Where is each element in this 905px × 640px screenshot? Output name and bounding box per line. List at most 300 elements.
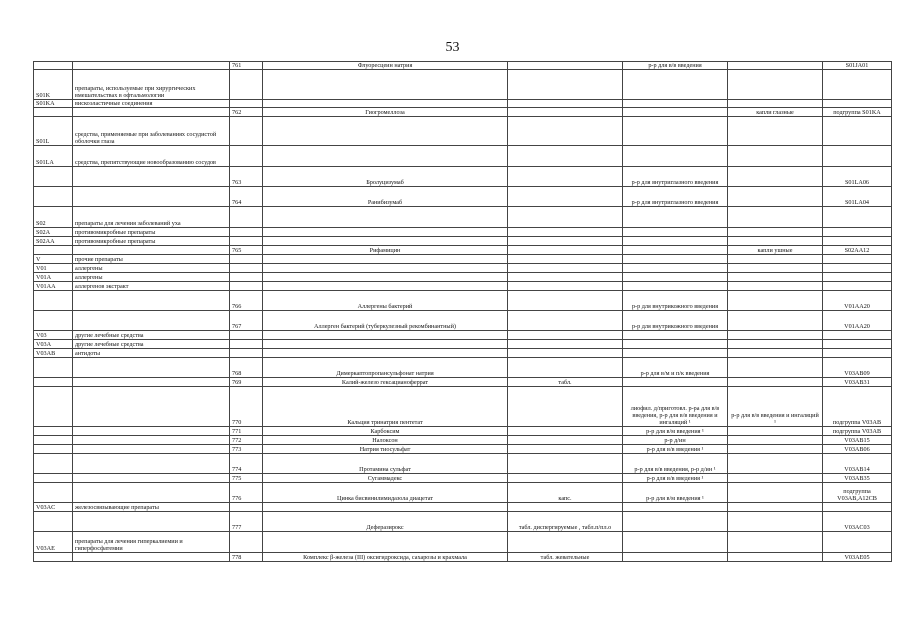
- row-number-cell: 768: [230, 358, 263, 378]
- drug-name-cell: Цинка бисвинилимидазола диацетат: [263, 483, 508, 503]
- atc-group-name-cell: противомикробные препараты: [73, 237, 230, 246]
- form-other-cell: [728, 474, 823, 483]
- row-number-cell: 761: [230, 62, 263, 70]
- form-oral-cell: [508, 387, 623, 427]
- atc-code-cell: V03AB35: [823, 474, 892, 483]
- form-oral-cell: [508, 167, 623, 187]
- atc-group-code-cell: V: [34, 255, 73, 264]
- form-oral-cell: [508, 331, 623, 340]
- form-parenteral-cell: [623, 512, 728, 532]
- atc-code-cell: [823, 264, 892, 273]
- table-row: [34, 378, 892, 387]
- row-number-cell: 771: [230, 427, 263, 436]
- row-number-cell: 762: [230, 108, 263, 117]
- form-oral-cell: табл.: [508, 378, 623, 387]
- drug-name-cell: Сугаммадекс: [263, 474, 508, 483]
- table-row: [34, 311, 892, 331]
- form-other-cell: [728, 117, 823, 146]
- drug-name-cell: [263, 117, 508, 146]
- table-row: [34, 255, 892, 264]
- atc-group-name-cell: [73, 436, 230, 445]
- table-row: [34, 273, 892, 282]
- form-oral-cell: [508, 70, 623, 100]
- atc-group-code-cell: [34, 311, 73, 331]
- form-parenteral-cell: [623, 246, 728, 255]
- form-parenteral-cell: р-р для внутриглазного введения: [623, 167, 728, 187]
- atc-group-name-cell: [73, 62, 230, 70]
- form-other-cell: [728, 255, 823, 264]
- form-parenteral-cell: [623, 237, 728, 246]
- atc-group-code-cell: [34, 454, 73, 474]
- drug-name-cell: [263, 340, 508, 349]
- table-row: [34, 187, 892, 207]
- page-number: 53: [445, 40, 460, 55]
- form-parenteral-cell: [623, 378, 728, 387]
- table-row: [34, 167, 892, 187]
- atc-group-code-cell: [34, 474, 73, 483]
- form-parenteral-cell: [623, 532, 728, 553]
- drug-name-cell: Флуоресцеин натрия: [263, 62, 508, 70]
- atc-group-code-cell: V01A: [34, 273, 73, 282]
- form-oral-cell: [508, 228, 623, 237]
- form-parenteral-cell: [623, 349, 728, 358]
- row-number-cell: 765: [230, 246, 263, 255]
- atc-group-code-cell: V03AE: [34, 532, 73, 553]
- form-other-cell: [728, 445, 823, 454]
- form-other-cell: [728, 187, 823, 207]
- drug-name-cell: [263, 349, 508, 358]
- form-parenteral-cell: [623, 503, 728, 512]
- atc-code-cell: [823, 503, 892, 512]
- atc-group-code-cell: [34, 436, 73, 445]
- table-row: [34, 454, 892, 474]
- atc-group-code-cell: S02AA: [34, 237, 73, 246]
- atc-group-name-cell: другие лечебные средства: [73, 331, 230, 340]
- atc-group-code-cell: V01: [34, 264, 73, 273]
- form-parenteral-cell: [623, 340, 728, 349]
- form-oral-cell: [508, 100, 623, 108]
- atc-group-code-cell: S02A: [34, 228, 73, 237]
- form-oral-cell: [508, 291, 623, 311]
- atc-group-code-cell: [34, 427, 73, 436]
- atc-group-name-cell: аллергены: [73, 264, 230, 273]
- form-parenteral-cell: [623, 264, 728, 273]
- row-number-cell: 764: [230, 187, 263, 207]
- drug-name-cell: Кальция тринатрия пентетат: [263, 387, 508, 427]
- atc-group-name-cell: средства, применяемые при заболеваниях сосудистой оболочки глаза: [73, 117, 230, 146]
- form-parenteral-cell: [623, 100, 728, 108]
- atc-code-cell: [823, 340, 892, 349]
- form-other-cell: [728, 167, 823, 187]
- atc-code-cell: V03AB14: [823, 454, 892, 474]
- form-oral-cell: [508, 358, 623, 378]
- atc-group-name-cell: препараты, используемые при хирургических вмешательствах в офтальмологии: [73, 70, 230, 100]
- atc-code-cell: подгруппа V03AB,A12CB: [823, 483, 892, 503]
- atc-group-name-cell: [73, 553, 230, 562]
- table-row: [34, 436, 892, 445]
- form-other-cell: [728, 349, 823, 358]
- atc-group-name-cell: препараты для лечения гиперкалиемии и гиперфосфатемии: [73, 532, 230, 553]
- form-other-cell: [728, 264, 823, 273]
- row-number-cell: 775: [230, 474, 263, 483]
- table-row: [34, 340, 892, 349]
- row-number-cell: [230, 117, 263, 146]
- row-number-cell: 776: [230, 483, 263, 503]
- atc-code-cell: [823, 532, 892, 553]
- form-oral-cell: [508, 445, 623, 454]
- table-row: [34, 331, 892, 340]
- table-row: [34, 146, 892, 167]
- atc-code-cell: S01LA06: [823, 167, 892, 187]
- drug-name-cell: [263, 207, 508, 228]
- row-number-cell: 766: [230, 291, 263, 311]
- atc-code-cell: V03AC03: [823, 512, 892, 532]
- drug-name-cell: Деферазирокс: [263, 512, 508, 532]
- drug-name-cell: Аллерген бактерий (туберкулезный рекомбинантный): [263, 311, 508, 331]
- drug-name-cell: [263, 331, 508, 340]
- row-number-cell: 774: [230, 454, 263, 474]
- row-number-cell: 773: [230, 445, 263, 454]
- row-number-cell: 778: [230, 553, 263, 562]
- form-other-cell: [728, 512, 823, 532]
- form-parenteral-cell: [623, 331, 728, 340]
- form-parenteral-cell: [623, 255, 728, 264]
- form-other-cell: [728, 503, 823, 512]
- drug-name-cell: Комплекс β-железа (III) оксигидроксида, сахарозы и крахмала: [263, 553, 508, 562]
- atc-group-code-cell: V03AB: [34, 349, 73, 358]
- row-number-cell: 770: [230, 387, 263, 427]
- form-other-cell: [728, 100, 823, 108]
- table-row: [34, 282, 892, 291]
- row-number-cell: 767: [230, 311, 263, 331]
- table-row: [34, 349, 892, 358]
- form-oral-cell: [508, 340, 623, 349]
- form-other-cell: [728, 282, 823, 291]
- form-other-cell: [728, 207, 823, 228]
- form-other-cell: [728, 291, 823, 311]
- table-row: [34, 207, 892, 228]
- row-number-cell: [230, 340, 263, 349]
- atc-group-name-cell: противомикробные препараты: [73, 228, 230, 237]
- form-oral-cell: [508, 427, 623, 436]
- form-oral-cell: [508, 108, 623, 117]
- row-number-cell: 769: [230, 378, 263, 387]
- table-row: [34, 264, 892, 273]
- form-other-cell: [728, 228, 823, 237]
- row-number-cell: [230, 264, 263, 273]
- atc-code-cell: V03AB31: [823, 378, 892, 387]
- form-other-cell: [728, 427, 823, 436]
- atc-group-name-cell: [73, 378, 230, 387]
- atc-group-code-cell: V03A: [34, 340, 73, 349]
- atc-code-cell: [823, 255, 892, 264]
- atc-group-code-cell: [34, 62, 73, 70]
- table-row: [34, 237, 892, 246]
- atc-group-code-cell: [34, 483, 73, 503]
- form-other-cell: [728, 553, 823, 562]
- row-number-cell: [230, 273, 263, 282]
- row-number-cell: [230, 532, 263, 553]
- table-row: [34, 445, 892, 454]
- form-parenteral-cell: [623, 553, 728, 562]
- table-row: [34, 512, 892, 532]
- form-oral-cell: табл. жевательные: [508, 553, 623, 562]
- drug-name-cell: Димеркаптопропансульфонат натрия: [263, 358, 508, 378]
- drug-name-cell: Карбоксим: [263, 427, 508, 436]
- atc-group-name-cell: аллергены: [73, 273, 230, 282]
- form-oral-cell: [508, 273, 623, 282]
- atc-group-code-cell: [34, 553, 73, 562]
- row-number-cell: [230, 70, 263, 100]
- form-parenteral-cell: р-р для внутриглазного введения: [623, 187, 728, 207]
- row-number-cell: [230, 207, 263, 228]
- atc-code-cell: V01AA20: [823, 311, 892, 331]
- atc-group-name-cell: [73, 512, 230, 532]
- atc-group-name-cell: [73, 483, 230, 503]
- drug-name-cell: [263, 282, 508, 291]
- form-parenteral-cell: р-р д/ин: [623, 436, 728, 445]
- form-oral-cell: [508, 62, 623, 70]
- atc-group-name-cell: [73, 454, 230, 474]
- row-number-cell: [230, 503, 263, 512]
- drug-name-cell: [263, 503, 508, 512]
- atc-group-code-cell: S02: [34, 207, 73, 228]
- atc-group-name-cell: препараты для лечения заболеваний уха: [73, 207, 230, 228]
- atc-code-cell: подгруппа V03AB: [823, 387, 892, 427]
- atc-code-cell: [823, 146, 892, 167]
- atc-code-cell: подгруппа V03AB: [823, 427, 892, 436]
- form-parenteral-cell: р-р для в/в введения: [623, 62, 728, 70]
- drug-name-cell: [263, 100, 508, 108]
- atc-code-cell: V03AE05: [823, 553, 892, 562]
- atc-group-name-cell: [73, 474, 230, 483]
- form-parenteral-cell: р-р для внутрикожного введения: [623, 291, 728, 311]
- form-other-cell: [728, 532, 823, 553]
- atc-code-cell: V03AB15: [823, 436, 892, 445]
- atc-group-name-cell: железосвязывающие препараты: [73, 503, 230, 512]
- atc-code-cell: S01LA04: [823, 187, 892, 207]
- table-row: [34, 117, 892, 146]
- form-parenteral-cell: [623, 70, 728, 100]
- atc-code-cell: V01AA20: [823, 291, 892, 311]
- table-row: [34, 427, 892, 436]
- atc-group-name-cell: [73, 311, 230, 331]
- form-oral-cell: [508, 264, 623, 273]
- atc-code-cell: [823, 349, 892, 358]
- atc-code-cell: S01JA01: [823, 62, 892, 70]
- form-oral-cell: [508, 146, 623, 167]
- form-other-cell: [728, 146, 823, 167]
- form-parenteral-cell: р-р для внутрикожного введения: [623, 311, 728, 331]
- row-number-cell: [230, 237, 263, 246]
- form-other-cell: р-р для в/в введения и ингаляций ¹: [728, 387, 823, 427]
- atc-code-cell: V03AB06: [823, 445, 892, 454]
- table-row: [34, 228, 892, 237]
- form-oral-cell: [508, 255, 623, 264]
- table-row: [34, 246, 892, 255]
- form-other-cell: [728, 237, 823, 246]
- form-other-cell: [728, 273, 823, 282]
- atc-group-name-cell: [73, 291, 230, 311]
- form-other-cell: [728, 436, 823, 445]
- form-parenteral-cell: р-р для в/м введения ¹: [623, 483, 728, 503]
- drug-name-cell: [263, 255, 508, 264]
- atc-group-name-cell: прочие препараты: [73, 255, 230, 264]
- atc-group-name-cell: [73, 445, 230, 454]
- atc-group-code-cell: S01L: [34, 117, 73, 146]
- form-oral-cell: капс.: [508, 483, 623, 503]
- form-oral-cell: [508, 436, 623, 445]
- atc-group-code-cell: [34, 187, 73, 207]
- atc-group-code-cell: [34, 108, 73, 117]
- atc-group-code-cell: [34, 167, 73, 187]
- atc-code-cell: подгруппа S01KA: [823, 108, 892, 117]
- drug-name-cell: [263, 237, 508, 246]
- atc-group-name-cell: [73, 358, 230, 378]
- drug-name-cell: Бролуцизумаб: [263, 167, 508, 187]
- atc-group-code-cell: [34, 387, 73, 427]
- atc-group-name-cell: вискоэластичные соединения: [73, 100, 230, 108]
- atc-group-name-cell: аллергенов экстракт: [73, 282, 230, 291]
- atc-group-code-cell: V03AC: [34, 503, 73, 512]
- form-oral-cell: [508, 237, 623, 246]
- row-number-cell: [230, 255, 263, 264]
- atc-group-code-cell: S01KA: [34, 100, 73, 108]
- row-number-cell: [230, 228, 263, 237]
- form-parenteral-cell: лиофил. д/приготовл. р-ра для в/в введения, р-р для в/в введения и ингаляций ¹: [623, 387, 728, 427]
- form-parenteral-cell: р-р для в/м введения ¹: [623, 427, 728, 436]
- table-row: [34, 70, 892, 100]
- drug-name-cell: Протамина сульфат: [263, 454, 508, 474]
- atc-code-cell: [823, 117, 892, 146]
- atc-group-code-cell: S01LA: [34, 146, 73, 167]
- atc-code-cell: [823, 228, 892, 237]
- drug-name-cell: Налоксон: [263, 436, 508, 445]
- atc-group-name-cell: [73, 387, 230, 427]
- drug-name-cell: [263, 146, 508, 167]
- form-other-cell: [728, 331, 823, 340]
- atc-group-name-cell: [73, 246, 230, 255]
- form-parenteral-cell: р-р для в/в введения, р-р д/ин ¹: [623, 454, 728, 474]
- atc-group-code-cell: [34, 291, 73, 311]
- table-row: [34, 358, 892, 378]
- atc-group-code-cell: [34, 358, 73, 378]
- form-other-cell: [728, 311, 823, 331]
- drug-name-cell: Рифамицин: [263, 246, 508, 255]
- table-row: [34, 387, 892, 427]
- form-other-cell: капли ушные: [728, 246, 823, 255]
- atc-group-code-cell: [34, 512, 73, 532]
- drug-name-cell: Ранибизумаб: [263, 187, 508, 207]
- drug-name-cell: [263, 273, 508, 282]
- atc-group-code-cell: [34, 246, 73, 255]
- row-number-cell: [230, 349, 263, 358]
- atc-code-cell: [823, 331, 892, 340]
- form-oral-cell: [508, 207, 623, 228]
- atc-code-cell: [823, 282, 892, 291]
- atc-group-code-cell: V01AA: [34, 282, 73, 291]
- drug-name-cell: [263, 532, 508, 553]
- form-oral-cell: [508, 246, 623, 255]
- form-oral-cell: [508, 117, 623, 146]
- atc-group-name-cell: [73, 167, 230, 187]
- drug-registry-table: [33, 61, 892, 562]
- drug-name-cell: Калий-железо гексацианоферрат: [263, 378, 508, 387]
- atc-group-code-cell: [34, 378, 73, 387]
- table-row: [34, 100, 892, 108]
- form-other-cell: [728, 70, 823, 100]
- atc-group-name-cell: другие лечебные средства: [73, 340, 230, 349]
- form-other-cell: [728, 62, 823, 70]
- atc-code-cell: [823, 237, 892, 246]
- form-other-cell: капли глазные: [728, 108, 823, 117]
- atc-code-cell: [823, 70, 892, 100]
- row-number-cell: 772: [230, 436, 263, 445]
- atc-group-name-cell: [73, 427, 230, 436]
- atc-code-cell: [823, 100, 892, 108]
- drug-name-cell: Натрия тиосульфат: [263, 445, 508, 454]
- atc-group-code-cell: [34, 445, 73, 454]
- drug-name-cell: [263, 264, 508, 273]
- drug-name-cell: Аллергены бактерий: [263, 291, 508, 311]
- form-parenteral-cell: [623, 273, 728, 282]
- form-parenteral-cell: р-р для в/в введения ¹: [623, 474, 728, 483]
- form-oral-cell: табл. диспергируемые , табл.п/пл.о: [508, 512, 623, 532]
- form-parenteral-cell: р-р для в/м и п/к введения: [623, 358, 728, 378]
- form-other-cell: [728, 454, 823, 474]
- form-parenteral-cell: [623, 117, 728, 146]
- form-other-cell: [728, 378, 823, 387]
- form-parenteral-cell: [623, 108, 728, 117]
- form-oral-cell: [508, 311, 623, 331]
- table-row: [34, 474, 892, 483]
- row-number-cell: [230, 282, 263, 291]
- atc-code-cell: [823, 207, 892, 228]
- form-oral-cell: [508, 349, 623, 358]
- form-oral-cell: [508, 187, 623, 207]
- atc-group-code-cell: V03: [34, 331, 73, 340]
- atc-group-name-cell: [73, 108, 230, 117]
- drug-name-cell: [263, 228, 508, 237]
- table-row: [34, 503, 892, 512]
- table-row: [34, 483, 892, 503]
- form-parenteral-cell: [623, 282, 728, 291]
- form-oral-cell: [508, 532, 623, 553]
- row-number-cell: 763: [230, 167, 263, 187]
- atc-code-cell: S02AA12: [823, 246, 892, 255]
- form-other-cell: [728, 358, 823, 378]
- form-parenteral-cell: [623, 146, 728, 167]
- form-oral-cell: [508, 282, 623, 291]
- atc-group-name-cell: средства, препятствующие новообразованию сосудов: [73, 146, 230, 167]
- table-row: [34, 553, 892, 562]
- form-parenteral-cell: [623, 207, 728, 228]
- row-number-cell: [230, 331, 263, 340]
- drug-name-cell: Гиогромеллоза: [263, 108, 508, 117]
- row-number-cell: [230, 100, 263, 108]
- table-row: [34, 62, 892, 70]
- form-parenteral-cell: р-р для в/в введения ¹: [623, 445, 728, 454]
- table-row: [34, 108, 892, 117]
- atc-code-cell: V03AB09: [823, 358, 892, 378]
- atc-group-name-cell: антидоты: [73, 349, 230, 358]
- atc-group-name-cell: [73, 187, 230, 207]
- table-row: [34, 532, 892, 553]
- drug-name-cell: [263, 70, 508, 100]
- atc-code-cell: [823, 273, 892, 282]
- atc-group-code-cell: S01K: [34, 70, 73, 100]
- row-number-cell: 777: [230, 512, 263, 532]
